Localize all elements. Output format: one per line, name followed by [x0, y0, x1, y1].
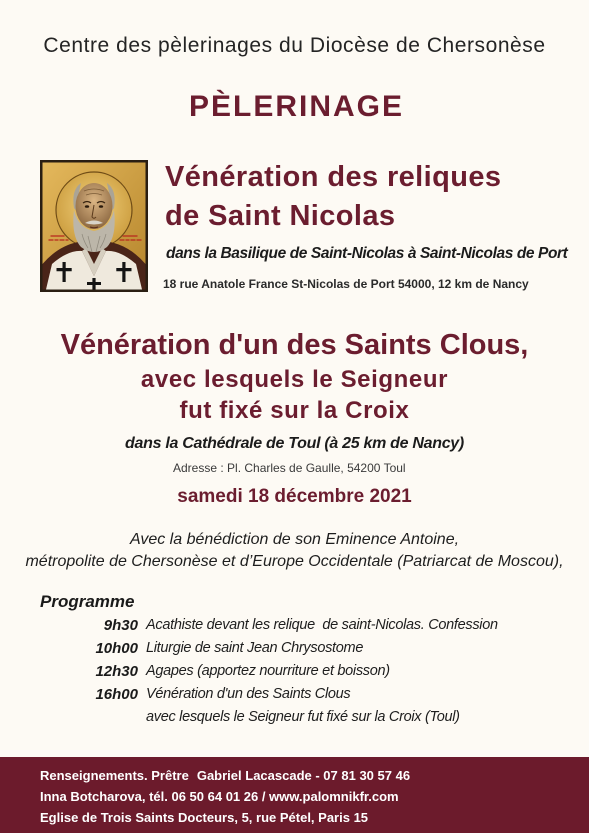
blessing-line-2: métropolite de Chersonèse et d’Europe Occidentale (Patriarcat de Moscou),: [25, 553, 564, 570]
programme-description: Vénération d'un des Saints Clous: [146, 686, 351, 702]
contact-line-2: Inna Botcharova, tél. 06 50 64 01 26 / www.palomnikfr.com: [40, 789, 399, 804]
holy-nail-title-line-2: avec lesquels le Seigneur: [140, 366, 449, 393]
holy-nail-title-line-1: Vénération d'un des Saints Clous,: [60, 329, 529, 361]
saint-nicolas-icon-image: [40, 160, 148, 292]
programme-item-continuation: [0, 706, 589, 729]
basilica-address: 18 rue Anatole France St-Nicolas de Port 54000, 12 km de Nancy: [163, 277, 529, 291]
programme-time: 9h30: [103, 617, 138, 634]
event-date: samedi 18 décembre 2021: [177, 486, 412, 507]
programme-item: [0, 683, 589, 706]
cathedral-address: Adresse : Pl. Charles de Gaulle, 54200 Toul: [173, 461, 406, 475]
programme-time: 16h00: [95, 686, 138, 703]
programme-item: [0, 637, 589, 660]
relics-title-line-1: Vénération des reliques: [165, 161, 502, 193]
relics-title-line-2: de Saint Nicolas: [165, 200, 396, 232]
organizer-heading: Centre des pèlerinages du Diocèse de Chersonèse: [43, 34, 546, 57]
programme-time: 10h00: [95, 640, 138, 657]
holy-nail-title-line-3: fut fixé sur la Croix: [179, 397, 410, 424]
programme-description: Agapes (apportez nourriture et boisson): [146, 663, 390, 679]
contact-line-1: [40, 765, 410, 786]
programme-description: avec lesquels le Seigneur fut fixé sur la Croix (Toul): [146, 709, 460, 725]
contact-label: Renseignements. Prêtre: [40, 768, 189, 783]
pilgrimage-title: PÈLERINAGE: [188, 90, 405, 123]
programme-item: [0, 660, 589, 683]
contact-footer: [0, 757, 589, 833]
basilica-venue: dans la Basilique de Saint-Nicolas à Saint-Nicolas de Port: [166, 245, 568, 262]
programme-time: 12h30: [95, 663, 138, 680]
blessing-line-1: Avec la bénédiction de son Eminence Antoine,: [129, 531, 460, 548]
programme-item: [0, 614, 589, 637]
church-address: Eglise de Trois Saints Docteurs, 5, rue Pétel, Paris 15: [40, 810, 369, 825]
contact-name: Gabriel Lacascade - 07 81 30 57 46: [196, 768, 411, 783]
saint-nicolas-icon: [40, 160, 148, 292]
programme-heading: Programme: [40, 592, 135, 611]
programme-description: Liturgie de saint Jean Chrysostome: [146, 640, 364, 656]
cathedral-venue: dans la Cathédrale de Toul (à 25 km de Nancy): [125, 435, 464, 452]
programme-description: Acathiste devant les relique de saint-Nicolas. Confession: [146, 617, 498, 633]
